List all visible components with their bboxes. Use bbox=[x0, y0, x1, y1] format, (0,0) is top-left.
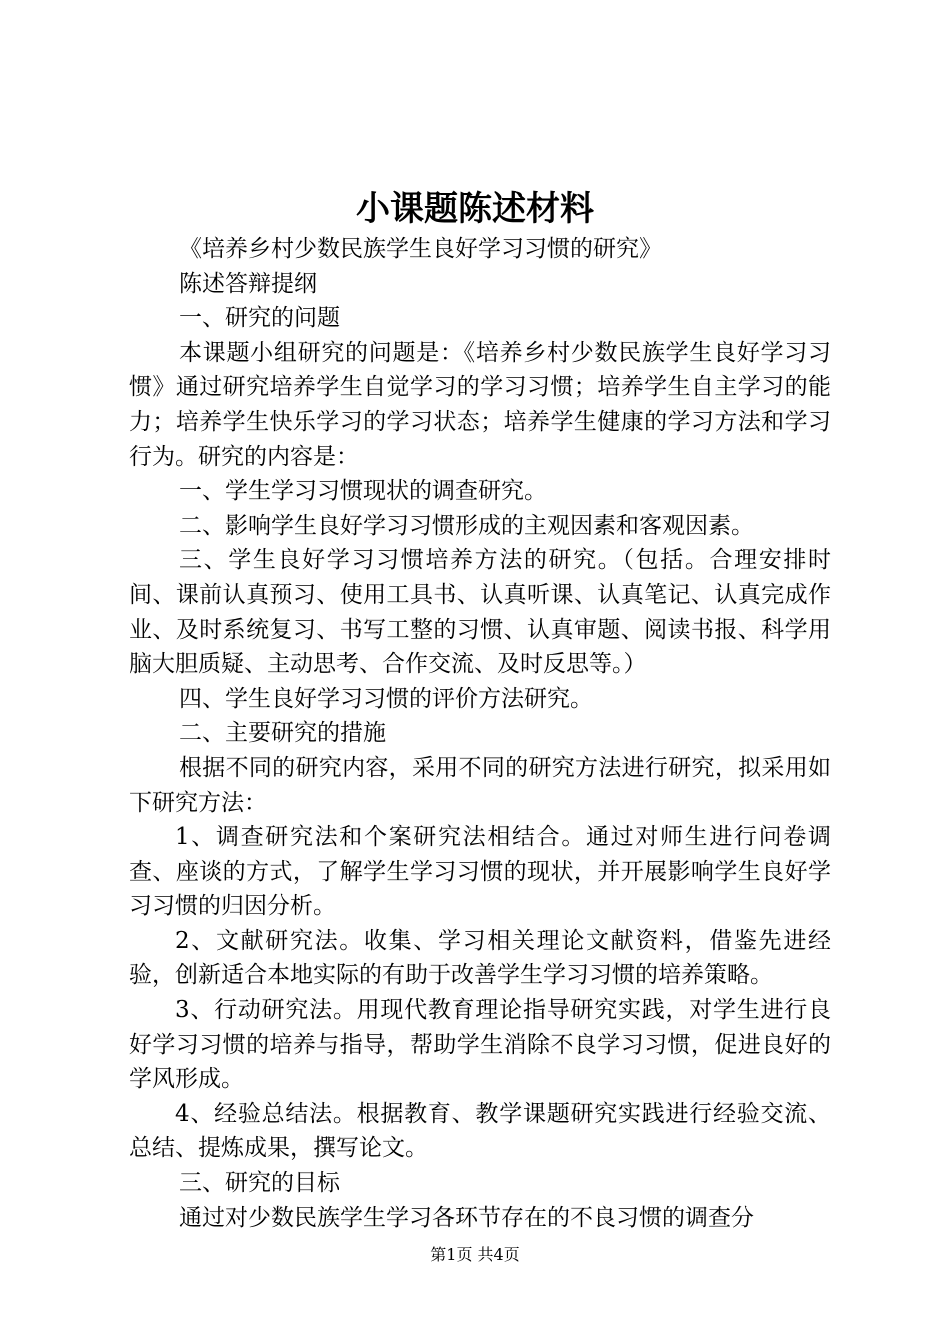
section-heading-goals: 三、研究的目标 bbox=[179, 1170, 340, 1197]
goals-paragraph: 通过对少数民族学生学习各环节存在的不良习惯的调查分 bbox=[179, 1204, 754, 1231]
method-item-4: 4、经验总结法。根据教育、教学课题研究实践进行经验交流、总结、提炼成果，撰写论文。 bbox=[129, 1100, 831, 1162]
measures-intro-paragraph: 根据不同的研究内容，采用不同的研究方法进行研究，拟采用如下研究方法： bbox=[129, 754, 831, 816]
section-heading-research-problem: 一、研究的问题 bbox=[179, 305, 340, 332]
research-problem-paragraph: 本课题小组研究的问题是：《培养乡村少数民族学生良好学习习惯》通过研究培养学生自觉学习的学习习惯；培养学生自主学习的能力；培养学生快乐学习的学习状态；培养学生健康的学习方法和学习行为。研究的内容是： bbox=[129, 339, 831, 470]
content-item-4: 四、学生良好学习习惯的评价方法研究。 bbox=[179, 685, 593, 712]
method-item-1: 1、调查研究法和个案研究法相结合。通过对师生进行问卷调查、座谈的方式，了解学生学习习惯的现状，并开展影响学生良好学习习惯的归因分析。 bbox=[129, 824, 831, 920]
subject-title-paragraph: 《培养乡村少数民族学生良好学习习惯的研究》 bbox=[179, 236, 662, 262]
content-item-1: 一、学生学习习惯现状的调查研究。 bbox=[179, 478, 547, 505]
method-item-2: 2、文献研究法。收集、学习相关理论文献资料，借鉴先进经验，创新适合本地实际的有助于改善学生学习习惯的培养策略。 bbox=[129, 927, 831, 989]
content-item-2: 二、影响学生良好学习习惯形成的主观因素和客观因素。 bbox=[179, 512, 754, 539]
page-number-footer: 第1页 共4页 bbox=[430, 1245, 520, 1264]
document-body bbox=[129, 232, 831, 1235]
document-title: 小课题陈述材料 bbox=[356, 189, 594, 229]
method-item-3: 3、行动研究法。用现代教育理论指导研究实践，对学生进行良好学习习惯的培养与指导，帮助学生消除不良学习习惯，促进良好的学风形成。 bbox=[129, 997, 831, 1093]
content-item-3: 三、学生良好学习习惯培养方法的研究。（包括。合理安排时间、课前认真预习、使用工具书、认真听课、认真笔记、认真完成作业、及时系统复习、书写工整的习惯、认真审题、阅读书报、科学用脑大胆质疑、主动思考、合作交流、及时反思等。） bbox=[129, 547, 831, 678]
outline-heading: 陈述答辩提纲 bbox=[179, 270, 317, 297]
section-heading-measures: 二、主要研究的措施 bbox=[179, 720, 386, 747]
